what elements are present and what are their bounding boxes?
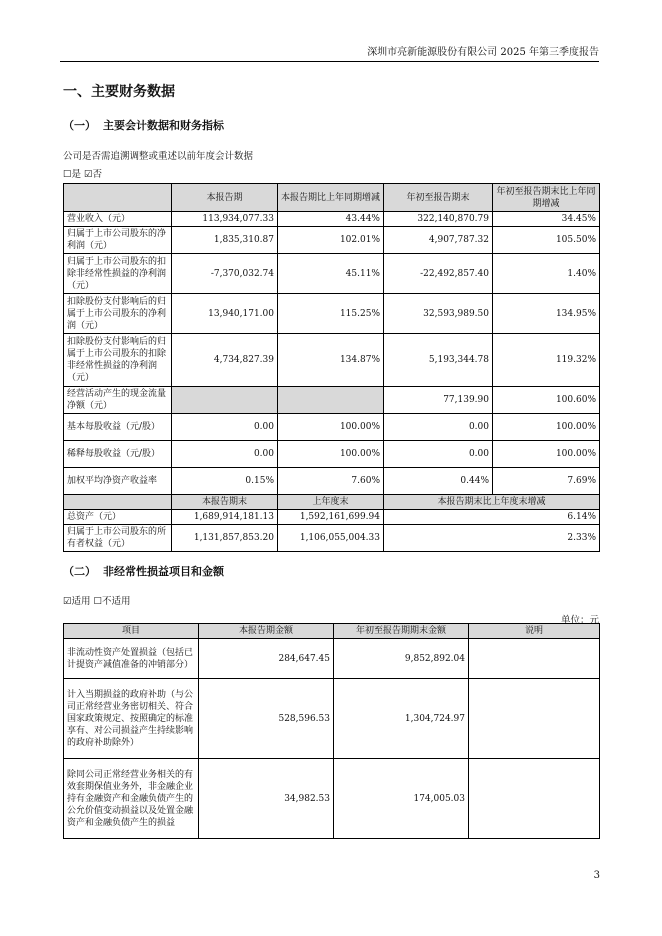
t1-cell: 77,139.90 (384, 387, 493, 414)
t1-row (64, 387, 600, 414)
t1-cell: 134.87% (278, 334, 384, 387)
t1-cell: 115.25% (278, 294, 384, 334)
t1-cell: 43.44% (278, 212, 384, 227)
t2-header-item: 项目 (64, 624, 199, 639)
t1-cell: 322,140,870.79 (384, 212, 493, 227)
t1-cell: 1.40% (493, 254, 600, 294)
t1-row (64, 294, 600, 334)
t2-note-cell (469, 639, 600, 679)
t1-cell: 2.33% (384, 525, 600, 552)
t2-header-current: 本报告期金额 (199, 624, 334, 639)
t2-cell: 174,005.03 (334, 759, 469, 839)
t1-cell (278, 387, 384, 414)
t1-row-label: 扣除股份支付影响后的归属于上市公司股东的净利润（元） (64, 294, 172, 334)
t1-header-current: 本报告期 (172, 184, 278, 212)
subsection-1-title (63, 117, 224, 133)
t2-row-label: 除同公司正常经营业务相关的有效套期保值业务外，非金融企业持有金融资产和金融负债产生的公允价值变动损益以及处置金融资产和金融负债产生的损益 (64, 759, 199, 839)
t2-note-cell (469, 679, 600, 759)
t1-cell: 7.60% (278, 468, 384, 495)
t1-cell: 0.00 (384, 441, 493, 468)
t1-balance-header (64, 495, 172, 510)
t1-row (64, 254, 600, 294)
t1-cell: -7,370,032.74 (172, 254, 278, 294)
t1-row-label: 基本每股收益（元/股） (64, 414, 172, 441)
t1-cell: 1,106,055,004.33 (278, 525, 384, 552)
t1-row-label: 归属于上市公司股东的所有者权益（元） (64, 525, 172, 552)
t1-header-ytd: 年初至报告期末 (384, 184, 493, 212)
t1-row (64, 414, 600, 441)
t1-header-blank (64, 184, 172, 212)
restate-checkboxes: ☐是 ☑否 (63, 169, 103, 180)
non-recurring-items-table (63, 623, 600, 839)
section-title: 一、主要财务数据 (63, 84, 175, 100)
t1-cell: 105.50% (493, 227, 600, 254)
t1-cell: 1,835,310.87 (172, 227, 278, 254)
t1-cell: 0.00 (172, 414, 278, 441)
t1-row (64, 227, 600, 254)
t1-cell: 1,131,857,853.20 (172, 525, 278, 552)
t1-cell: 100.00% (493, 414, 600, 441)
t2-row (64, 759, 600, 839)
t1-balance-header: 本报告期末比上年度末增减 (384, 495, 600, 510)
unit-label: 单位：元 (560, 615, 599, 626)
t1-balance-header-row (64, 495, 600, 510)
subsection-1-number: （一） (63, 119, 96, 132)
applicable-checkboxes: ☑适用 ☐不适用 (63, 596, 131, 607)
t1-row-label: 归属于上市公司股东的净利润（元） (64, 227, 172, 254)
t1-cell: 13,940,171.00 (172, 294, 278, 334)
t1-balance-row (64, 510, 600, 525)
t1-cell: 1,592,161,699.94 (278, 510, 384, 525)
t1-cell: 100.00% (278, 441, 384, 468)
subsection-2-label: 非经常性损益项目和金额 (103, 565, 224, 578)
t1-row (64, 334, 600, 387)
t1-cell: 100.00% (278, 414, 384, 441)
t1-cell: 0.00 (384, 414, 493, 441)
t1-cell: 100.00% (493, 441, 600, 468)
subsection-2-number: （二） (63, 565, 96, 578)
t2-cell: 9,852,892.04 (334, 639, 469, 679)
t1-cell: 0.15% (172, 468, 278, 495)
t1-header-ytd-change: 年初至报告期末比上年同期增减 (493, 184, 600, 212)
t2-row (64, 639, 600, 679)
t1-cell: 4,907,787.32 (384, 227, 493, 254)
t1-header-current-change: 本报告期比上年同期增减 (278, 184, 384, 212)
t2-note-cell (469, 759, 600, 839)
t2-row-label: 非流动性资产处置损益（包括已计提资产减值准备的冲销部分） (64, 639, 199, 679)
t2-cell: 284,647.45 (199, 639, 334, 679)
t1-cell: 5,193,344.78 (384, 334, 493, 387)
t2-cell: 1,304,724.97 (334, 679, 469, 759)
t1-cell: 0.00 (172, 441, 278, 468)
t1-row-label: 加权平均净资产收益率 (64, 468, 172, 495)
restate-question: 公司是否需追溯调整或重述以前年度会计数据 (63, 151, 254, 162)
t1-cell: 34.45% (493, 212, 600, 227)
t1-cell: 113,934,077.33 (172, 212, 278, 227)
t1-row-label: 扣除股份支付影响后的归属于上市公司股东的扣除非经常性损益的净利润（元） (64, 334, 172, 387)
t1-balance-row (64, 525, 600, 552)
subsection-1-label: 主要会计数据和财务指标 (103, 119, 224, 132)
t1-row-label: 稀释每股收益（元/股） (64, 441, 172, 468)
t1-cell: 119.32% (493, 334, 600, 387)
t1-cell: 32,593,989.50 (384, 294, 493, 334)
t2-row (64, 679, 600, 759)
page-number: 3 (593, 870, 600, 881)
t1-cell: 100.60% (493, 387, 600, 414)
t1-cell: 134.95% (493, 294, 600, 334)
t1-cell: 1,689,914,181.13 (172, 510, 278, 525)
t1-cell: -22,492,857.40 (384, 254, 493, 294)
t1-cell: 6.14% (384, 510, 600, 525)
t1-balance-header: 上年度末 (278, 495, 384, 510)
t1-cell: 102.01% (278, 227, 384, 254)
t1-cell: 0.44% (384, 468, 493, 495)
t1-cell: 7.69% (493, 468, 600, 495)
t2-cell: 528,596.53 (199, 679, 334, 759)
t1-row (64, 468, 600, 495)
t1-cell (172, 387, 278, 414)
t1-row (64, 441, 600, 468)
t1-cell: 4,734,827.39 (172, 334, 278, 387)
t1-row-label: 归属于上市公司股东的扣除非经常性损益的净利润（元） (64, 254, 172, 294)
t2-cell: 34,982.53 (199, 759, 334, 839)
t1-row (64, 212, 600, 227)
page-header: 深圳市亮新能源股份有限公司 2025 年第三季度报告 (60, 43, 599, 62)
subsection-2-title (63, 563, 224, 579)
t1-row-label: 营业收入（元） (64, 212, 172, 227)
t1-cell: 45.11% (278, 254, 384, 294)
t2-header-ytd: 年初至报告期期末金额 (334, 624, 469, 639)
t1-row-label: 经营活动产生的现金流量净额（元） (64, 387, 172, 414)
financial-data-table (63, 183, 600, 552)
t2-row-label: 计入当期损益的政府补助（与公司正常经营业务密切相关、符合国家政策规定、按照确定的标准享有、对公司损益产生持续影响的政府补助除外） (64, 679, 199, 759)
t2-header-note: 说明 (469, 624, 600, 639)
t1-balance-header: 本报告期末 (172, 495, 278, 510)
t1-row-label: 总资产（元） (64, 510, 172, 525)
